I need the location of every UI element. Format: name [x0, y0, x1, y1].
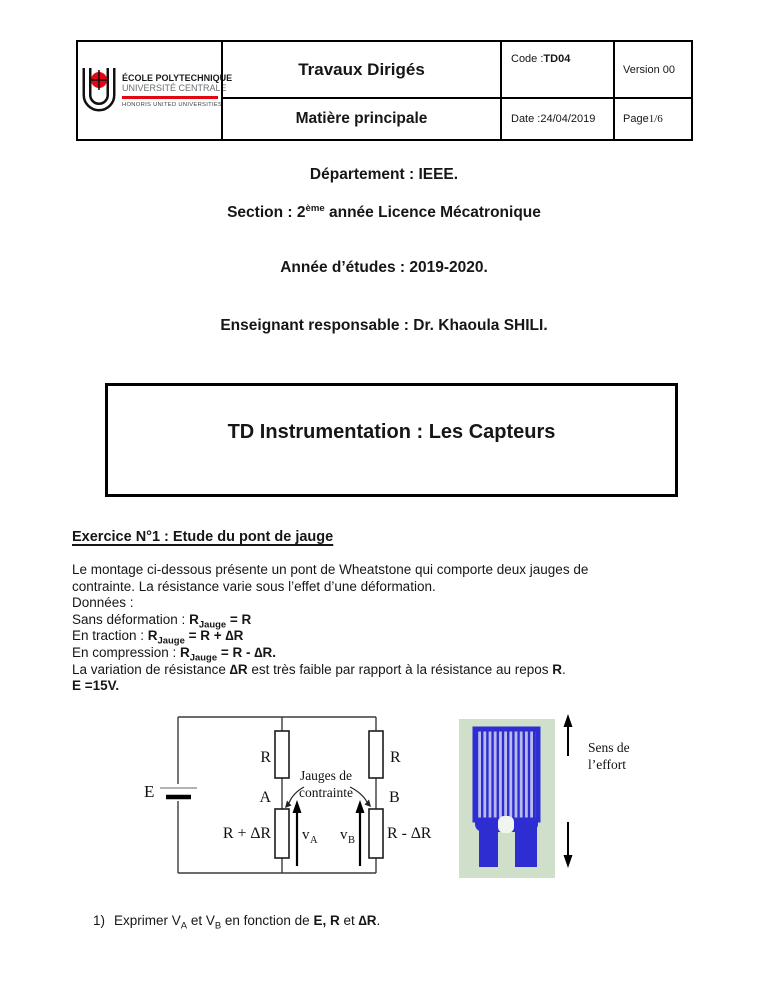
paragraph-line: contrainte. La résistance varie sous l’effet d’une déformation.: [72, 578, 436, 594]
force-direction-arrow-down: [564, 822, 573, 868]
section-line: Section : 2ème année Licence Mécatronique: [227, 203, 541, 222]
resistor-label-top-right: R: [390, 749, 401, 766]
logo-red-divider: [122, 96, 218, 99]
wheatstone-bridge-figure: [140, 700, 460, 885]
header-version: Version 00: [613, 42, 691, 99]
question-text: Exprimer $V_A$ et $V_B$ en fonction de E, R et ∆R.: [114, 913, 381, 932]
resistor-bottom-right: [369, 809, 383, 858]
department-line: Département : IEEE.: [309, 166, 459, 183]
voltage-arrow-vb: [356, 800, 365, 866]
resistor-label-bottom-right: R - ∆R: [387, 825, 432, 842]
strain-gauge-figure: [455, 708, 665, 880]
voltage-label-vb-sub: B: [348, 835, 356, 846]
paragraph-line: En traction : $R_{Jauge} = R + \Delta R$: [72, 628, 244, 648]
study-year-line: Année d’études : 2019-2020.: [280, 259, 488, 276]
paragraph-line: La variation de résistance ∆R est très faible par rapport à la résistance au repos R.: [72, 661, 566, 677]
paragraph-line: En compression : $R_{Jauge} = R - \Delta R$.: [72, 644, 276, 664]
document-header-table: [76, 40, 693, 141]
exercise-heading: Exercice N°1 : Etude du pont de jauge: [72, 529, 334, 545]
header-doc-type: Travaux Dirigés: [221, 42, 500, 99]
header-subject: Matière principale: [221, 99, 500, 139]
title-box: [105, 383, 678, 497]
paragraph-line: Données :: [72, 595, 134, 611]
logo-line2: UNIVERSITÉ CENTRALE: [122, 83, 227, 94]
logo-line1: ÉCOLE POLYTECHNIQUE: [122, 73, 233, 84]
paragraph-line: Sans déformation : $R_{Jauge} = R$: [72, 611, 252, 631]
header-page-number: Page 1/6: [613, 99, 691, 139]
header-code: Code : TD04: [500, 42, 613, 99]
resistor-top-right: [369, 731, 383, 778]
question-number: 1): [93, 913, 106, 928]
question-line: [93, 913, 381, 932]
paragraph-line: Le montage ci-dessous présente un pont de Wheatstone qui comporte deux jauges de: [72, 562, 589, 577]
paragraph-line: E =15V.: [72, 678, 120, 694]
gauges-caption-line1: Jauges de: [299, 768, 353, 783]
logo-line3: HONORIS UNITED UNIVERSITIES: [122, 101, 223, 108]
force-direction-arrow-up: [564, 714, 573, 756]
voltage-label-va: v: [302, 827, 310, 843]
source-label: E: [144, 782, 155, 801]
resistor-label-bottom-left: R + ∆R: [222, 825, 271, 842]
logo-text: [122, 73, 233, 108]
header-date: Date :24/04/2019: [500, 99, 613, 139]
logo-u-icon: [81, 66, 117, 116]
voltage-label-vb: v: [340, 827, 348, 843]
force-direction-label-line1: Sens de: [588, 740, 630, 755]
university-logo: [78, 42, 233, 139]
resistor-top-left: [275, 731, 289, 778]
document-title: TD Instrumentation : Les Capteurs: [227, 421, 556, 443]
node-label-b: B: [389, 789, 400, 806]
voltage-arrow-va: [293, 800, 302, 866]
teacher-line: Enseignant responsable : Dr. Khaoula SHILI.: [220, 317, 548, 334]
resistor-bottom-left: [275, 809, 289, 858]
force-direction-label-line2: l’effort: [588, 757, 626, 772]
node-label-a: A: [259, 789, 271, 806]
voltage-label-va-sub: A: [310, 835, 318, 846]
gauges-caption-line2: contrainte: [299, 785, 353, 800]
resistor-label-top-left: R: [260, 749, 271, 766]
battery-icon: [160, 788, 197, 797]
exercise-paragraph: [72, 562, 722, 695]
